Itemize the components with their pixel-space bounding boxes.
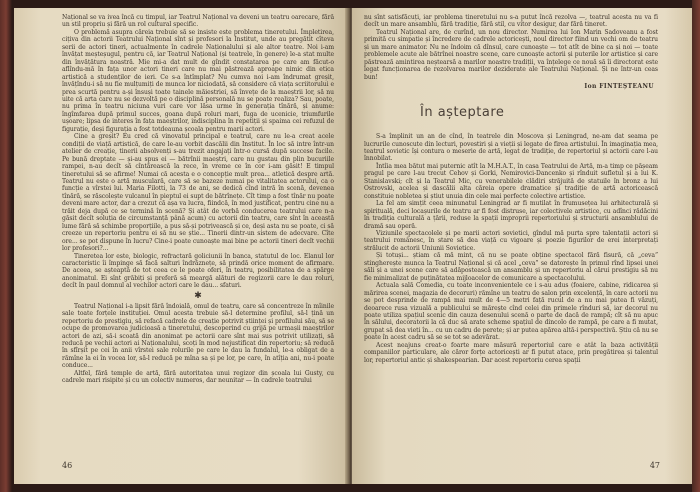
left-page-number: 46 <box>62 461 73 470</box>
right-paragraph-8: Actuala sală Comedia, cu toate inconvenientele ce i s-au adus (foaiere, cabine, ridicarea și mărirea scenei, magazia de decoruri) rămîne un teatru de salon prin excelență, în care actorii nu se pot desprinde de rampă mai mult de 4—5 metri față rucul de a nu mai putea fi văzuți, deoarece rusa vizuală a publicului se mărește cînd celei din primele rînduri să, iar decorul nu poate utiliza spațiul scenic din cauza desenului scenă o parte de dacă de rampă; cît să nu apuc în sălului, decoratorii la că duc să arate scheme spațiul de dincolo de rampă, pe care a fi mutat, grupat să dea vieți în... cu un cadru de perete; și ar putea apărea altă-i perspectivă. Știu că nu se poate în acest cadru să se se tot se adevărat. <box>364 282 658 342</box>
right-paragraph-1: nu sînt satisfăcuți, iar problema tineretului nu s-a putut încă rezolva —, teatrul acesta nu va fi decît un mare ansamblu, fără tradiție, fără stil, cu vitor desigur, dar fără tineret. <box>364 14 658 29</box>
right-paragraph-2: Teatrul Național are, de curînd, un nou director. Numirea lui Ion Marin Sadoveanu a fost primită cu simpatie și încredere de cadrele actoricești, noul director fiind un vechi om de teatru și un mare animator. Nu ne îndoim că dînsul, care cunoaște — tot atît de bine ca și noi — toate problemele acute ale bătrînei noastre scene, care cunoaște actorii și puterile lor artistice și care păstrează amintirea neștearsă a marilor noastre tradiții, va înțelege ce nouă să îi directorat este legat funcționarea de rezolvarea marilor deziderate ale Teatrului Național. Și ne într-un ceas bun! <box>364 28 658 81</box>
article-heading: În așteptare <box>420 105 505 121</box>
right-paragraph-3: S-a împlinit un an de cînd, în teatrele din Moscova și Leningrad, ne-am dat seama pe lucrurile cunoscute din lecturi, povestiri și a vieții și legate de firea artistului. În imaginația mea, teatrul sovietic își contura o meserie de artă, legat de tradiție, de repertoriul și actorii care l-au înnobilat. <box>364 133 658 163</box>
right-paragraph-4: Întîia mea bătut mai puternic atît la M.H.A.T., în casa Teatrului de Artă, m-a timp ce pășeam pragul pe care l-au trecut Cehov și Gorki, Nemirovici-Dancenko și rînduit sufletul și a lui K. Stanislavski; cît și la Teatrul Mic, cu venerabilele clădiri străjuită de statuile în bronz a lui Ostrovski, acelea și dascălii alta căreia opere dramatice și tradiție de artă actoricească constituie nobletea și știut unuia din cele mai perfecte colective artistice. <box>364 162 658 200</box>
right-page <box>352 8 692 484</box>
left-text-column <box>62 14 334 385</box>
left-paragraph-5: Teatrul Național i-a lipsit fără îndoială, omul de teatru, care să concentreze în mîinile sale toate forțele instituției. Omul acesta trebuie să-l determine profilul, să-l țină un repertoriu de prestigiu, să refacă cadrele de creație potrivit științei și profilului său, să se ocupe de promovarea judicioasă a tineretului, descoperind cu grijă pe urmașii maeștrilor actori de azi, să-i scoată din anonimat pe actorii care sînt mai sus potrivit utilizați, să reducă pe vechii actori ai Naționalului, scoți în mod nejustificat din repertoriu; să reducă în sfîrșit pe cei în anii vîrstei sale rolurile pe care le dau la fundalul, le-a obligat de a rămîne la ei în vocea lor, să-l reducă pe mîna sa și pe lor, pe care, în atîția ani, nu-i poate conduce... <box>62 302 334 370</box>
left-paragraph-1: Național se va ivea încă cu timpul, iar Teatrul Național va deveni un teatru oarecare, fără un stil propriu și fără un rol cultural specific. <box>62 14 334 29</box>
left-paragraph-2: O problemă asupra căreia trebuie să se insiste este problema tineretului. Împletirea, cițiva din actorii Teatrului Național sînt și profesori la Institut, unde au pregătit cîteva serii de actori tineri, actualmente în cadrele Naționalului și ale altor teatre. Noi i-am învățat meșteșugul, pentru că, iar Teatrul Național (și teatrele, în genere) le-a stat multe din învățătura noastră. Mie mi-a dat mult de gîndit constatarea pe care am făcut-o aflîndu-mă în fața unor actori tineri care nu mai păstrează aproape nimic din etica artistică a studenților de ieri. Ce s-a întîmplat? Nu cumva noi i-am îndrumat greșit, învățîndu-i să nu fie mulțumiți de munca lor niciodată, să considere că viața scriitorului e prea scurtă pentru a-și însuși toate tainele măiestriei, să învețe de la maeștrii lor, să nu uite că arta care nu se dezvoltă pe o disciplină personală nu se poate realiza? Sau, poate, nu prima în teatru niciuna vuri care vor lăsa urme în generația tînără, și anume: îngîmfarea după primul succes, goana după roluri mari, fuga de ucenicie, triumfurile ușoare; lipsa de interes în fața maeștrilor, indisciplina în repetiții și spaima cei refuzul de figurație, deși figurația a fost totdeauna școala pentru marii actori. <box>62 28 334 133</box>
right-text-column <box>364 14 658 364</box>
left-paragraph-3: Cine a greșit? Eu cred că vinovatul principal e teatrul, care nu le-a creat acele condiții de viață artistică, de care le-au vorbit dascălii din Institut. În loc să intre într-un atelier de creație, tinerii absolvenți s-au trezit angajați într-o cursă după succese facile. Pe bună dreptate — și-au spus ei — bătrînii maeștri, care nu gustau din plin bucuriile rampei, n-au decît să cîntărească la rece, în vreme ce în cor i-am găsit! E timpul tineretului să se afirme! Numai că acesta e o concepție mult prea... atletică despre artă. Teatrul nu este o artă musculară, care să se bazeze numai pe vitalitatea actorului, ca o funcție a vîrstei lui. Maria Filotti, la 73 de ani, se dedică cînd intră în scenă, devenea tînără, se răscolește vulcanul în pieptul ei supt de bătrînețe. Cît timp a fost tînăr nu poate deveni mare actor, dar a crezut că așa va lucra, fiindcă, în mod justificat, pentru cine nu a trăit deja după ce se termină în scenă? Și atât de vorbă conducerea teatrului care n-a găsit decît soluția de circumstanță până acum) cu actorii din teatru, care sînt în această lume fără să schimbe proporțiile, a pus să-și potrivească și ce, deși asta nu se poate, ci să creeze un repertoriu pentru ei să nu se știe... Tinerii dintr-un sistem de adecvare. Cîte ore... se pot dispune în lucru? Cine-i poate cunoaște mai bine pe actorii tineri decît vechii lor profesori?... <box>62 133 334 253</box>
left-paragraph-4: Tineretea lor este, biologic, refractară goliciunii în banca, statutul de loc. Elanul lor caracteristic îi împinge să facă salturi îndrăznețe, să prindă orice moment de afirmare. De aceea, se așteaptă de tot ceea ce le poate oferi, în teatru, posibilitatea de a spărge anonimatul. Ei sînt grăbiți și preferă să meargă alături de regizorii care le dau roluri, decît în paul domnul al vechilor actori care le dau... sfaturi. <box>62 252 334 290</box>
author-signature: Ion FINTEȘTEANU <box>584 83 654 91</box>
left-paragraph-6: Altfel, fără temple de artă, fără autoritatea unui regizor din școala lui Gusty, cu cadrele mari risipite și cu un colectiv numeros, dar neunitar — în cadrele teatrului <box>62 369 334 385</box>
left-page <box>14 8 348 484</box>
right-page-number: 47 <box>649 461 660 470</box>
right-paragraph-9: Acest neajuns creat-o foarte mare măsură repertoriul care e atât la baza activității companiilor particulare, ale căror forțe actoricești ar fi putut atace, prin pregătirea și talentul lor, repertoriul antic și shakespearian. Dar acest repertoriu cerea spații <box>364 341 658 364</box>
right-paragraph-7: Și totuși... știam că mă mint, că nu se poate obține spectacol fără fisură, că „ceva” stingherește munca la Teatrul Național și că acel „ceva” se datorește în primul rînd lipsei unei săli și a unei scene care să adăpostească un ansamblu și un repertoriu al cărui prestigiu să nu fie minimalizat de puținătatea mijloacelor de comunicare a spectacolului. <box>364 252 658 282</box>
right-paragraph-6: Viziunile spectacolele și pe marii actori sovietici, gîndul mă purta spre talentații actori și teatrului românesc, în stare să dea viață cu vigoare și poezie figurilor de erei interpretați strălucit de actorii Uniunii Sovietice. <box>364 229 658 252</box>
book-cover-edge <box>692 0 700 492</box>
section-separator-star: ✱ <box>194 290 202 301</box>
right-paragraph-5: La fel am simțit ceea minunatul Leningrad ar fi mutilat în frumusețea lui arhitecturală și spirituală, deci locașurile de teatru ar fi fost distruse, iar colectivele artistice, cu adînci rădăcini în tradiția culturală a țării, reduse la spații improprii repertoriului și structurii ansamblului de dramă sau operă. <box>364 200 658 230</box>
